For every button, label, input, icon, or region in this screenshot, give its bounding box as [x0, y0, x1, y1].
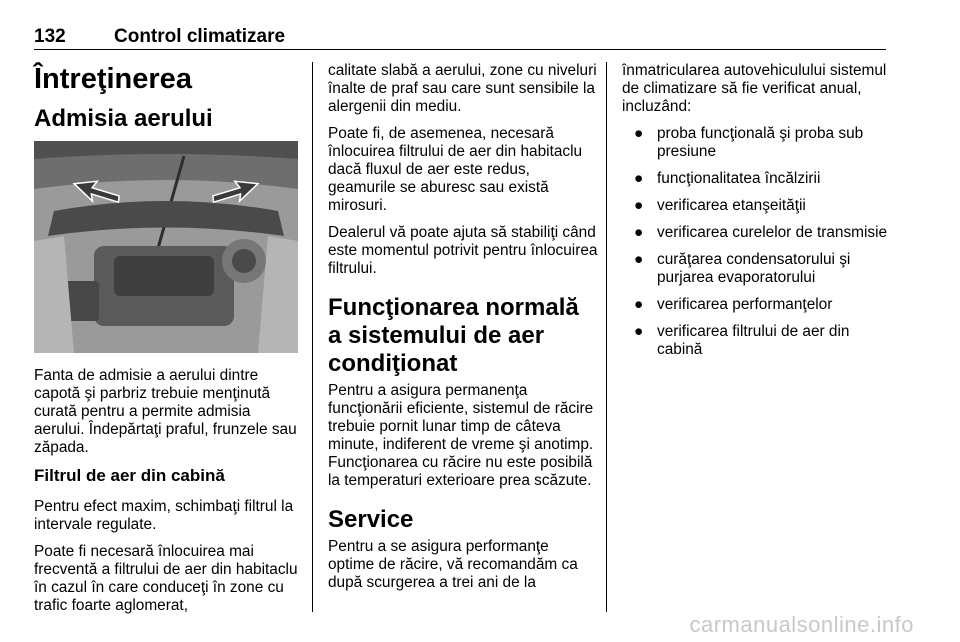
subheading-service: Service — [328, 506, 414, 533]
bullet-icon: ● — [634, 251, 644, 268]
list-item: ● verificarea etanşeităţii — [634, 197, 806, 214]
page-number: 132 — [34, 26, 66, 47]
inspection-list — [622, 125, 892, 359]
paragraph-inspection-intro: înmatricularea autovehiculului sistemul de climatizare să fie verificat anual, incluzând: — [622, 62, 887, 115]
paragraph-filter-change: Pentru efect maxim, schimbaţi filtrul la intervale regulate. — [34, 498, 294, 533]
column-3 — [622, 62, 892, 368]
bullet-icon: ● — [634, 125, 644, 142]
list-item: ● verificarea curelelor de transmisie — [634, 224, 888, 241]
list-item: ● verificarea filtrului de aer din cabină — [634, 323, 850, 358]
subheading-air-intake: Admisia aerului — [34, 105, 213, 132]
list-item: ● verificarea performanţelor — [634, 296, 833, 313]
bullet-icon: ● — [634, 296, 644, 313]
paragraph-service: Pentru a se asigura performanţe optime de răcire, vă recomandăm ca după scurgerea a trei ani de la — [328, 538, 578, 591]
bullet-icon: ● — [634, 170, 644, 187]
list-item: ● funcţionalitatea încălzirii — [634, 170, 821, 187]
list-item: ● curăţarea condensatorului şi purjarea evaporatorului — [634, 251, 851, 286]
paragraph-dealer: Dealerul vă poate ajuta să stabiliţi când este momentul potrivit pentru înlocuirea filtrului. — [328, 224, 598, 277]
bullet-icon: ● — [634, 197, 644, 214]
section-title: Control climatizare — [114, 26, 286, 47]
bullet-icon: ● — [634, 224, 644, 241]
column-divider-1 — [312, 62, 313, 612]
engine-bay-photo — [34, 141, 298, 353]
list-item: ● proba funcţională şi proba sub presiune — [634, 125, 864, 160]
subheading-normal-operation: Funcţionarea normală a sistemului de aer condiţionat — [328, 294, 579, 377]
subheading-cabin-filter: Filtrul de aer din cabină — [34, 466, 225, 485]
main-heading: Întreţinerea — [34, 63, 192, 95]
watermark: carmanualsonline.info — [689, 612, 914, 637]
paragraph-operation: Pentru a asigura permanenţa funcţionării eficiente, sistemul de răcire trebuie pornit lunar timp de câteva minute, indiferent de vreme şi anotimp. Funcţionarea cu răcire nu este posibilă la temperaturi exterioare prea scăzute. — [328, 382, 594, 489]
paragraph-air-intake: Fanta de admisie a aerului dintre capotă şi parbriz trebuie menţinută curată pentru a permite admisia aerului. Îndepărtaţi praful, frunzele sau zăpada. — [34, 367, 297, 456]
bullet-icon: ● — [634, 323, 644, 340]
header-divider — [34, 49, 886, 50]
column-1 — [34, 62, 300, 624]
paragraph-air-quality: calitate slabă a aerului, zone cu niveluri înalte de praf sau care sunt sensibile la alergenii din mediu. — [328, 62, 597, 115]
column-2 — [328, 62, 598, 601]
paragraph-filter-replacement: Poate fi, de asemenea, necesară înlocuirea filtrului de aer din habitaclu dacă fluxul de aer este redus, geamurile se aburesc sau există mirosuri. — [328, 125, 583, 214]
paragraph-filter-frequency: Poate fi necesară înlocuirea mai frecventă a filtrului de aer din habitaclu în cazul în care conduceţi în zone cu trafic foarte aglomerat, — [34, 543, 298, 614]
column-divider-2 — [606, 62, 607, 612]
